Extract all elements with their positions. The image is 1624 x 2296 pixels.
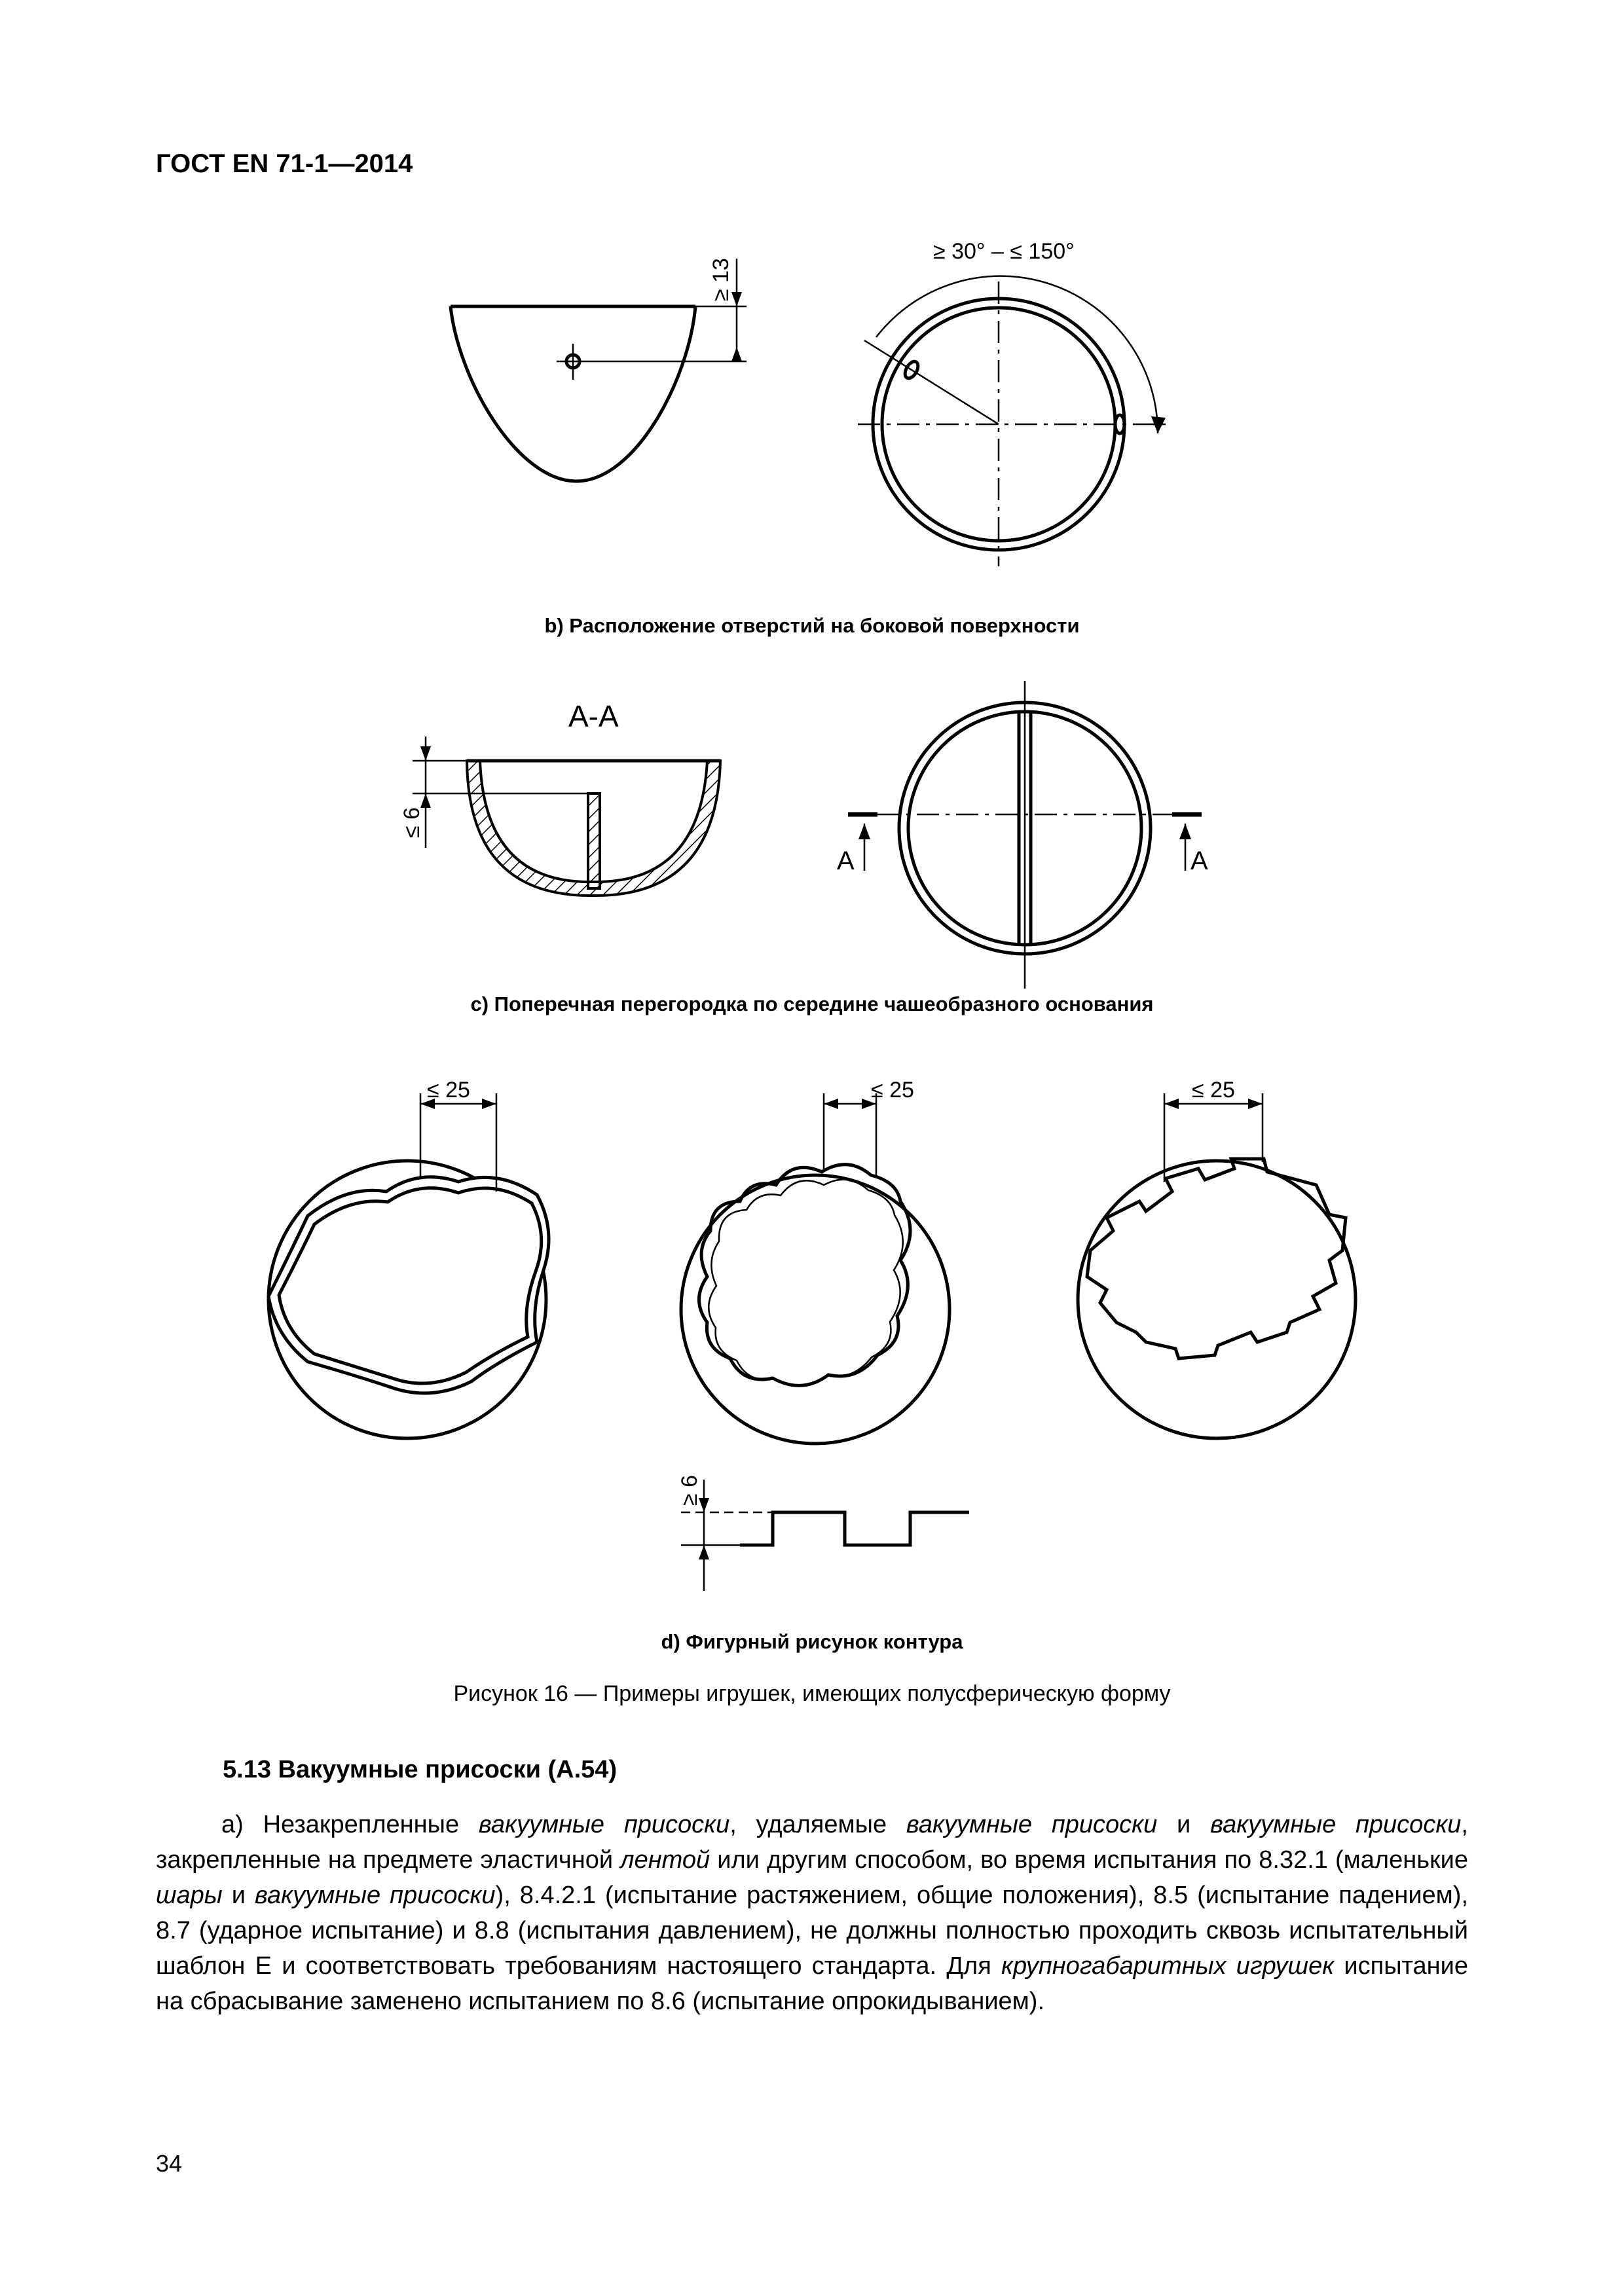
section-heading: 5.13 Вакуумные присоски (А.54) — [223, 1756, 618, 1783]
bowl-top-view — [858, 239, 1166, 566]
cut-left-label: А — [837, 847, 855, 875]
paragraph-run: , удаляемые — [729, 1811, 906, 1838]
dim-profile-label: ≥ 6 — [677, 1474, 702, 1506]
dim-height-label: ≥ 13 — [709, 258, 733, 301]
paragraph-run: шары — [156, 1882, 223, 1909]
bowl-section-view — [399, 699, 720, 896]
section-label: А-А — [568, 699, 619, 733]
figure-title: Рисунок 16 — Примеры игрушек, имеющих полусферическую форму — [453, 1681, 1171, 1706]
paragraph-run: и — [222, 1882, 255, 1909]
document-header: ГОСТ EN 71-1—2014 — [156, 149, 413, 178]
paragraph-run: вакуумные присоски — [906, 1811, 1158, 1838]
paragraph-run: лентой — [620, 1846, 710, 1874]
figure-d-drawing — [0, 1034, 1624, 1611]
paragraph-run: вакуумные присоски — [1210, 1811, 1462, 1838]
paragraph-run: ), 8.4.2.1 (испытание растяжением, общие положения), 8.5 (испытание падением), 8.7 (ударное испытание) и 8.8 (испытания давлением), не должны полностью проходить сквозь испытательный шаблон E и соответствовать требованиям настоящего стандарта. Для — [156, 1882, 1469, 1980]
dim-wave-label: ≤ 25 — [427, 1078, 470, 1102]
paragraph-run: , закрепленные на предмете эластичной — [156, 1811, 1468, 1874]
figure-c-caption: c) Поперечная перегородка по середине чашеобразного основания — [470, 993, 1154, 1015]
bowl-side-view — [451, 258, 747, 481]
paragraph-run: a) Незакрепленные — [221, 1811, 479, 1838]
square-wave-profile — [677, 1475, 969, 1591]
page-number: 34 — [156, 2150, 183, 2177]
paragraph-run: и — [1157, 1811, 1211, 1838]
wave-contour — [268, 1078, 549, 1438]
dim-depth-label: ≤ 6 — [399, 807, 424, 838]
bowl-partition-top-view — [837, 681, 1208, 989]
figure-b-caption: b) Расположение отверстий на боковой поверхности — [544, 614, 1080, 637]
dim-angle-label: ≥ 30° – ≤ 150° — [933, 239, 1075, 264]
scalloped-contour — [681, 1078, 950, 1444]
paragraph-run: вакуумные присоски — [478, 1811, 730, 1838]
cut-right-label: А — [1190, 847, 1208, 875]
stepped-contour — [1078, 1078, 1356, 1438]
paragraph-run: испытание на сбрасывание заменено испытанием по 8.6 (испытание опрокидыванием). — [156, 1952, 1468, 2015]
section-paragraph — [156, 1807, 1468, 2019]
figure-c-drawing — [0, 655, 1624, 1008]
side-hole-icon — [1115, 415, 1124, 433]
figure-b-drawing — [0, 0, 1624, 655]
paragraph-run: или другим способом, во время испытания по 8.32.1 (маленькие — [710, 1846, 1468, 1874]
paragraph-run: вакуумные присоски — [255, 1882, 496, 1909]
paragraph-text — [156, 1811, 1468, 2015]
dim-scallop-label: ≤ 25 — [871, 1078, 914, 1102]
figure-d-caption: d) Фигурный рисунок контура — [661, 1630, 963, 1653]
dim-step-label: ≤ 25 — [1192, 1078, 1235, 1102]
paragraph-run: крупногабаритных игрушек — [1001, 1952, 1335, 1980]
